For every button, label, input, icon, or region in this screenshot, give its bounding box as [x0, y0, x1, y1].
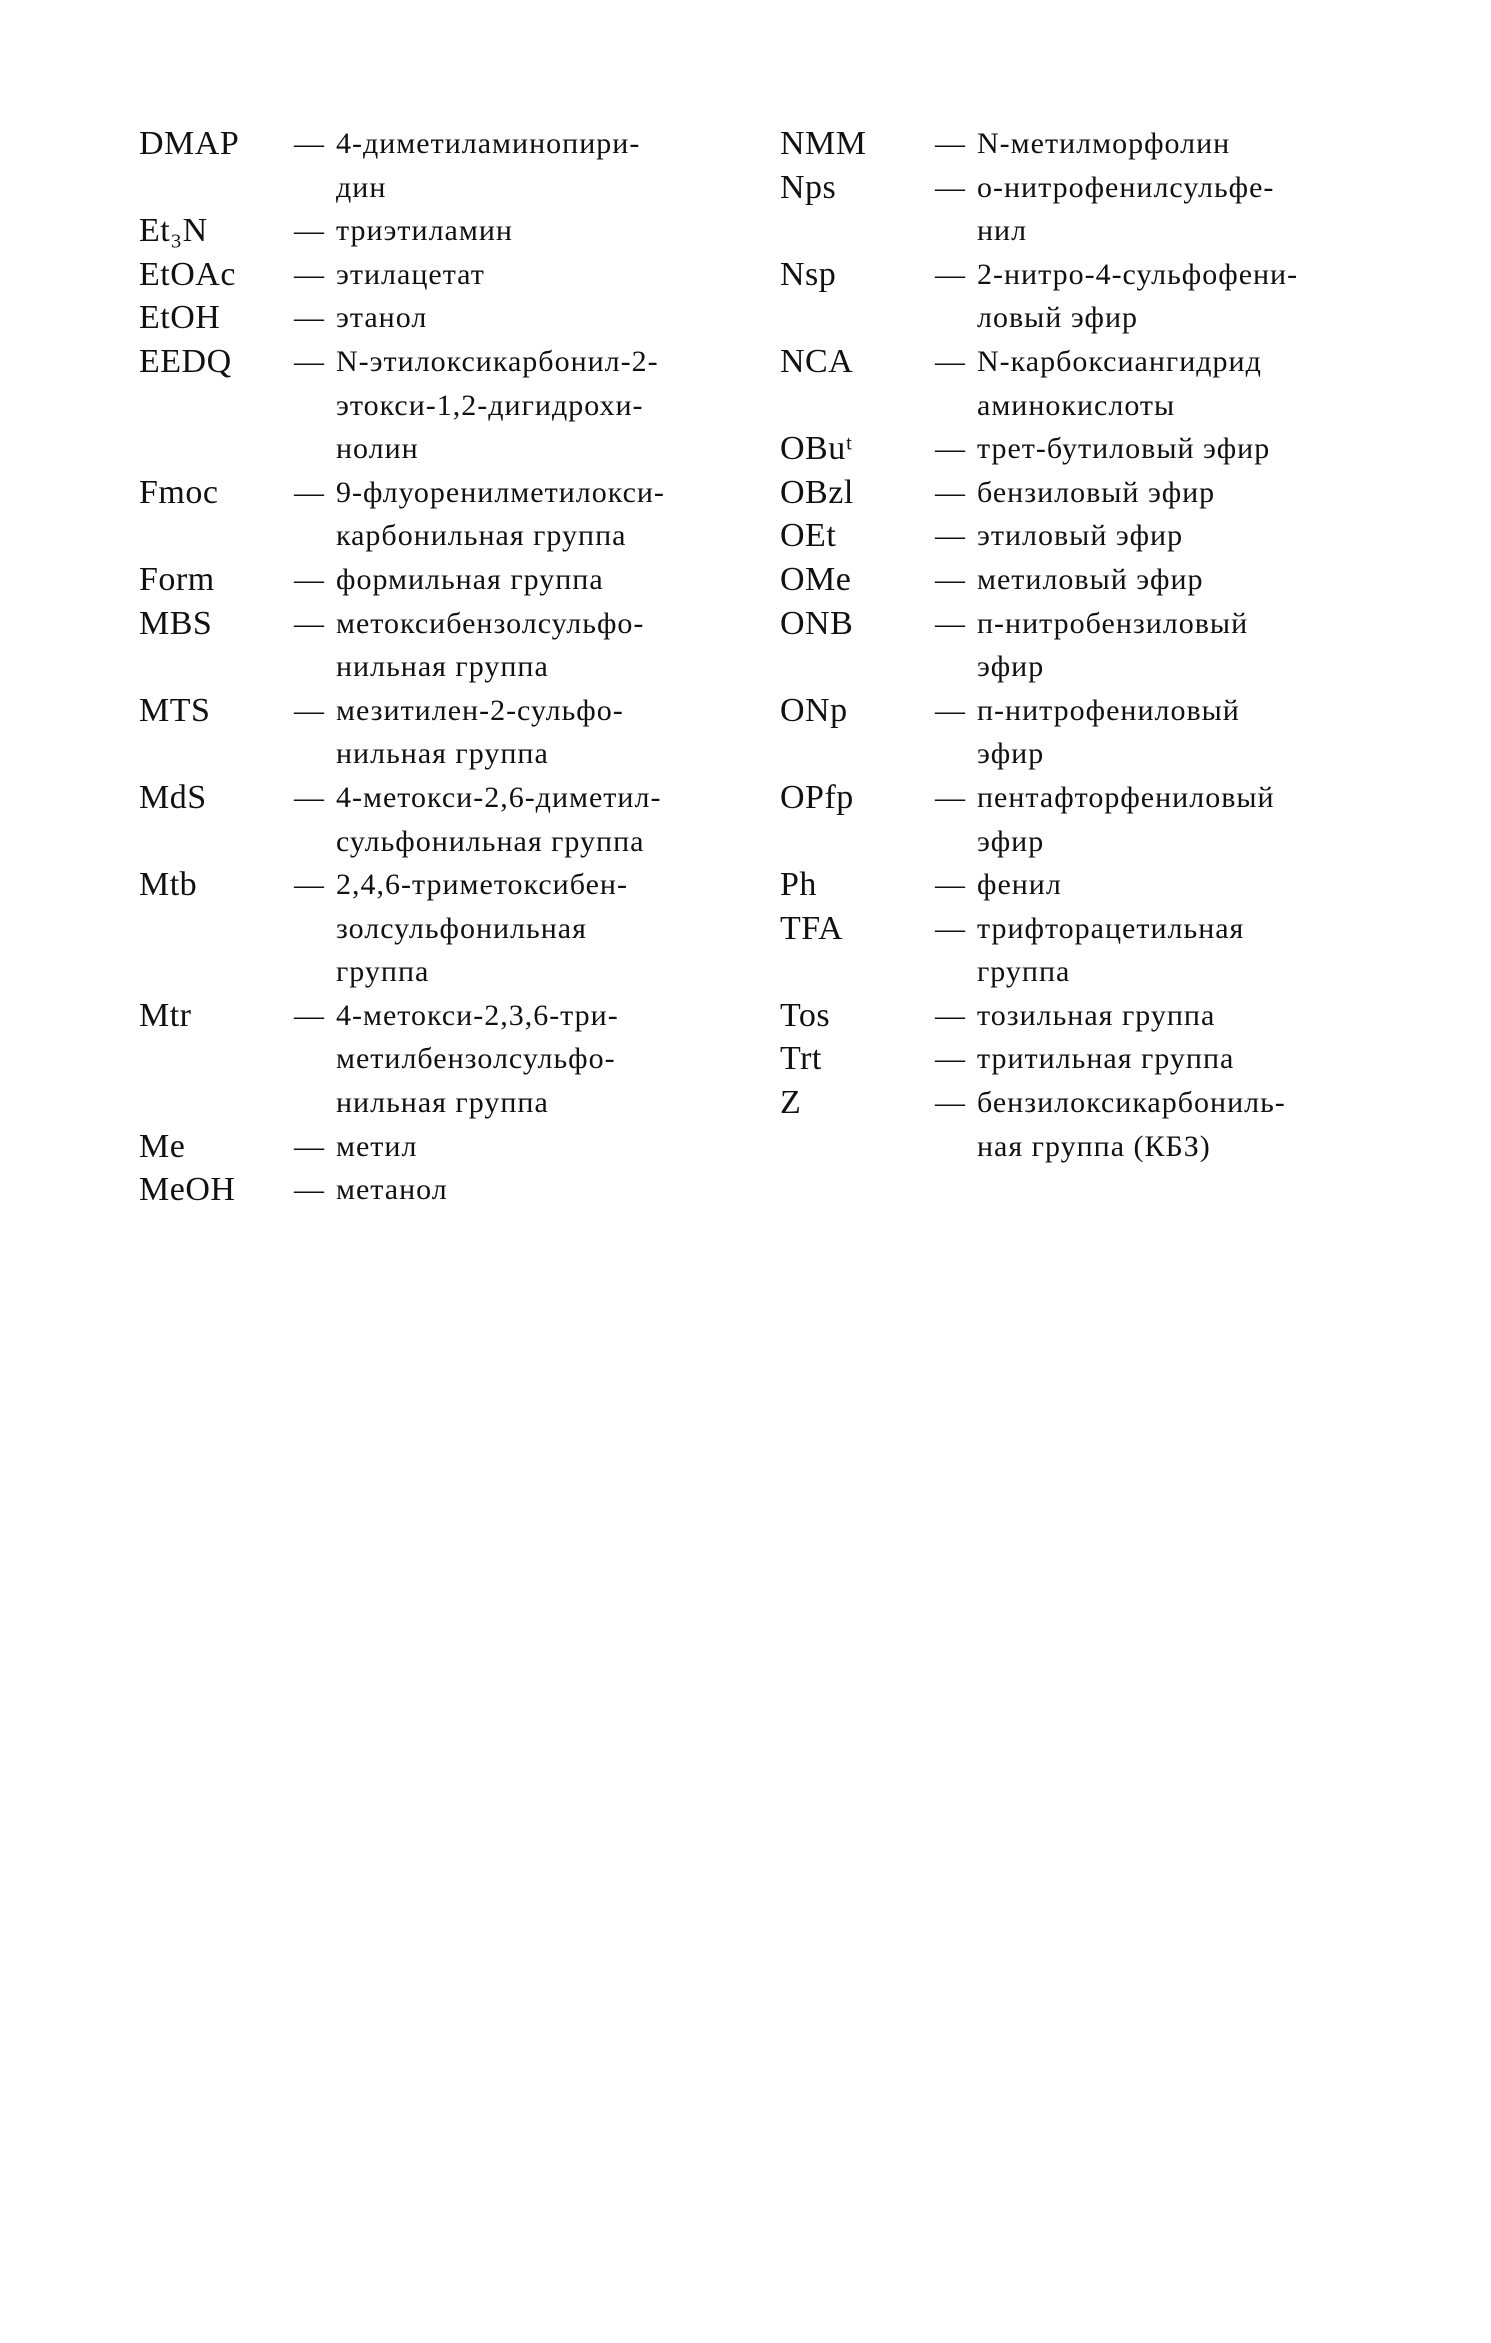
glossary-definition	[935, 602, 1400, 689]
glossary-abbreviation: OEt	[780, 517, 837, 555]
definition-line: о-нитрофенилсульфе-	[977, 170, 1275, 204]
glossary-definition	[935, 863, 1400, 907]
glossary-abbreviation: OMe	[780, 560, 852, 598]
glossary-entry-onb	[780, 602, 1400, 689]
glossary-definition	[294, 689, 739, 776]
definition-line: 4-метокси-2,6-диметил-	[336, 780, 662, 814]
glossary-entry-nmm	[780, 122, 1400, 166]
dash-separator: —	[935, 693, 966, 727]
dash-separator: —	[935, 911, 966, 945]
definition-line: N-карбоксиангидрид	[977, 344, 1262, 378]
definition-line: 9-флуоренилметилокси-	[336, 475, 665, 509]
definition-line: N-метилморфолин	[977, 127, 1231, 160]
glossary-definition	[294, 122, 739, 209]
glossary-entry-ome	[780, 558, 1400, 602]
definition-line: триэтиламин	[336, 214, 513, 248]
glossary-entry-mtb	[139, 863, 739, 994]
glossary-definition	[935, 253, 1400, 340]
glossary-abbreviation: Nsp	[780, 255, 837, 293]
definition-line: тозильная группа	[977, 998, 1216, 1032]
glossary-abbreviation: MdS	[139, 778, 207, 816]
dash-separator: —	[294, 693, 325, 727]
definition-line: группа	[977, 955, 1071, 989]
glossary-entry-ph	[780, 863, 1400, 907]
glossary-entry-mts	[139, 689, 739, 776]
glossary-entry-mbs	[139, 602, 739, 689]
glossary-entry-onp	[780, 689, 1400, 776]
definition-line: метилбензолсульфо-	[336, 1042, 616, 1076]
definition-line: нильная группа	[336, 650, 549, 684]
glossary-entry-nsp	[780, 253, 1400, 340]
dash-separator: —	[294, 127, 325, 160]
glossary-definition	[935, 122, 1400, 166]
definition-line: 2-нитро-4-сульфофени-	[977, 257, 1299, 291]
glossary-abbreviation: Mtr	[139, 996, 192, 1034]
glossary-abbreviation: Nps	[780, 168, 837, 206]
dash-separator: —	[935, 562, 966, 596]
glossary-abbreviation: MTS	[139, 691, 211, 729]
glossary-entry-form	[139, 558, 739, 602]
glossary-right-column	[780, 122, 1400, 1168]
dash-separator: —	[935, 606, 966, 640]
definition-line: этиловый эфир	[977, 519, 1184, 553]
glossary-definition	[294, 253, 739, 297]
definition-line: тритильная группа	[977, 1042, 1235, 1076]
glossary-abbreviation: EtOH	[139, 299, 221, 337]
dash-separator: —	[294, 257, 325, 291]
dash-separator: —	[935, 998, 966, 1032]
dash-separator: —	[294, 1173, 325, 1207]
glossary-definition	[935, 427, 1400, 471]
dash-separator: —	[294, 998, 325, 1032]
definition-line: карбонильная группа	[336, 519, 627, 553]
dash-separator: —	[935, 432, 966, 466]
dash-separator: —	[935, 127, 966, 160]
glossary-entry-et-n	[139, 209, 739, 253]
glossary-entry-tos	[780, 994, 1400, 1038]
glossary-entry-z	[780, 1081, 1400, 1168]
definition-line: мезитилен-2-сульфо-	[336, 693, 624, 727]
glossary-abbreviation: OBuᵗ	[780, 430, 853, 468]
glossary-abbreviation: MBS	[139, 604, 213, 642]
glossary-abbreviation: DMAP	[139, 125, 240, 162]
dash-separator: —	[294, 475, 325, 509]
glossary-definition	[935, 471, 1400, 515]
definition-line: 4-диметиламинопири-	[336, 127, 641, 160]
definition-line: этокси-1,2-дигидрохи-	[336, 388, 644, 422]
definition-line: метоксибензолсульфо-	[336, 606, 645, 640]
definition-line: ная группа (КБЗ)	[977, 1129, 1211, 1163]
glossary-entry-obzl	[780, 471, 1400, 515]
definition-line: метанол	[336, 1173, 448, 1207]
glossary-abbreviation: Mtb	[139, 866, 198, 904]
glossary-entry-etoh	[139, 296, 739, 340]
dash-separator: —	[294, 344, 325, 378]
glossary-definition	[294, 602, 739, 689]
glossary-definition	[935, 340, 1400, 427]
dash-separator: —	[935, 170, 966, 204]
glossary-entry-mtr	[139, 994, 739, 1125]
glossary-definition	[294, 776, 739, 863]
glossary-entry-mds	[139, 776, 739, 863]
definition-line: п-нитробензиловый	[977, 606, 1249, 640]
glossary-abbreviation: Et₃N	[139, 212, 208, 250]
glossary-abbreviation: MeOH	[139, 1171, 236, 1209]
definition-line: золсульфонильная	[336, 911, 587, 945]
definition-line: трет-бутиловый эфир	[977, 432, 1271, 466]
definition-line: пентафторфениловый	[977, 780, 1275, 814]
glossary-definition	[294, 296, 739, 340]
glossary-abbreviation: EEDQ	[139, 342, 232, 380]
glossary-entry-tfa	[780, 907, 1400, 994]
dash-separator: —	[935, 475, 966, 509]
glossary-definition	[935, 166, 1400, 253]
glossary-abbreviation: Ph	[780, 866, 817, 904]
glossary-definition	[294, 1168, 739, 1212]
dash-separator: —	[935, 1042, 966, 1076]
glossary-abbreviation: ONp	[780, 691, 848, 729]
definition-line: эфир	[977, 824, 1045, 858]
glossary-abbreviation: TFA	[780, 909, 844, 947]
definition-line: нил	[977, 214, 1028, 248]
dash-separator: —	[294, 214, 325, 248]
glossary-definition	[935, 689, 1400, 776]
dash-separator: —	[294, 780, 325, 814]
glossary-abbreviation: Fmoc	[139, 473, 219, 511]
glossary-abbreviation: EtOAc	[139, 255, 236, 293]
glossary-entry-fmoc	[139, 471, 739, 558]
definition-line: трифторацетильная	[977, 911, 1245, 945]
definition-line: метиловый эфир	[977, 562, 1204, 596]
definition-line: бензилоксикарбониль-	[977, 1086, 1286, 1120]
glossary-definition	[294, 471, 739, 558]
glossary-definition	[935, 1081, 1400, 1168]
glossary-abbreviation: OBzl	[780, 473, 854, 511]
definition-line: эфир	[977, 737, 1045, 771]
glossary-entry-oet	[780, 514, 1400, 558]
definition-line: бензиловый эфир	[977, 475, 1216, 509]
definition-line: 4-метокси-2,3,6-три-	[336, 998, 619, 1032]
definition-line: формильная группа	[336, 562, 604, 596]
glossary-definition	[294, 994, 739, 1125]
glossary-definition	[935, 1037, 1400, 1081]
dash-separator: —	[935, 344, 966, 378]
glossary-abbreviation: Tos	[780, 996, 831, 1034]
definition-line: аминокислоты	[977, 388, 1176, 422]
glossary-entry-meoh	[139, 1168, 739, 1212]
definition-line: этилацетат	[336, 257, 485, 291]
glossary-definition	[294, 558, 739, 602]
glossary-abbreviation: ONB	[780, 604, 854, 642]
definition-line: N-этилоксикарбонил-2-	[336, 344, 659, 378]
glossary-abbreviation: OPfp	[780, 778, 854, 816]
definition-line: нолин	[336, 432, 419, 466]
glossary-definition	[935, 907, 1400, 994]
glossary-definition	[294, 863, 739, 994]
glossary-definition	[935, 514, 1400, 558]
glossary-definition	[935, 558, 1400, 602]
glossary-entry-trt	[780, 1037, 1400, 1081]
definition-line: ловый эфир	[977, 301, 1139, 335]
glossary-entry-nca	[780, 340, 1400, 427]
definition-line: этанол	[336, 301, 428, 335]
glossary-entry-dmap	[139, 122, 739, 209]
definition-line: нильная группа	[336, 1086, 549, 1120]
definition-line: п-нитрофениловый	[977, 693, 1240, 727]
dash-separator: —	[294, 1129, 325, 1163]
definition-line: фенил	[977, 868, 1062, 902]
dash-separator: —	[935, 519, 966, 553]
dash-separator: —	[935, 780, 966, 814]
definition-line: сульфонильная группа	[336, 824, 645, 858]
glossary-entry-nps	[780, 166, 1400, 253]
definition-line: эфир	[977, 650, 1045, 684]
definition-line: группа	[336, 955, 430, 989]
glossary-left-column	[139, 122, 739, 1212]
glossary-abbreviation: NMM	[780, 125, 867, 162]
glossary-entry-eedq	[139, 340, 739, 471]
dash-separator: —	[294, 606, 325, 640]
glossary-entry-etoac	[139, 253, 739, 297]
glossary-entry-opfp	[780, 776, 1400, 863]
glossary-definition	[935, 776, 1400, 863]
dash-separator: —	[935, 1086, 966, 1120]
definition-line: нильная группа	[336, 737, 549, 771]
definition-line: метил	[336, 1129, 418, 1163]
glossary-abbreviation: NCA	[780, 342, 854, 380]
glossary-definition	[294, 209, 739, 253]
dash-separator: —	[294, 301, 325, 335]
glossary-definition	[294, 1125, 739, 1169]
dash-separator: —	[294, 868, 325, 902]
glossary-abbreviation: Z	[780, 1084, 802, 1122]
definition-line: 2,4,6-триметоксибен-	[336, 868, 628, 902]
glossary-abbreviation: Form	[139, 560, 215, 598]
glossary-abbreviation: Trt	[780, 1040, 822, 1078]
glossary-definition	[294, 340, 739, 471]
dash-separator: —	[294, 562, 325, 596]
dash-separator: —	[935, 257, 966, 291]
glossary-abbreviation: Me	[139, 1127, 186, 1165]
glossary-entry-me	[139, 1125, 739, 1169]
dash-separator: —	[935, 868, 966, 902]
definition-line: дин	[336, 170, 387, 204]
glossary-entry-obu	[780, 427, 1400, 471]
glossary-definition	[935, 994, 1400, 1038]
